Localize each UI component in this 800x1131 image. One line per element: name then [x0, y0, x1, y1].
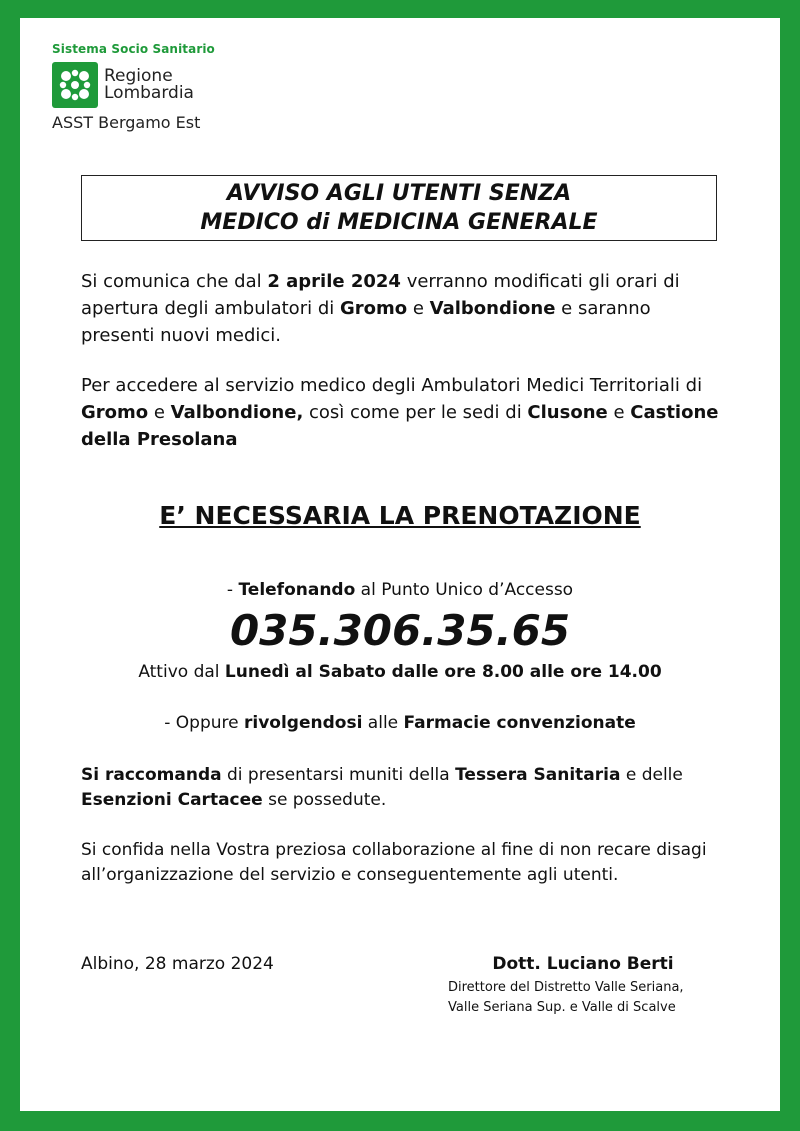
p1-gromo: Gromo — [339, 298, 408, 319]
p2-gromo: Gromo — [81, 402, 149, 423]
farm-prefix: - Oppure — [164, 713, 244, 733]
tel-rest: al Punto Unico d’Accesso — [355, 580, 574, 600]
p2-text-3: così come per le sedi di — [303, 402, 528, 423]
regione-lombardia-rosa-camuna-icon — [52, 62, 98, 108]
p2-valbondione: Valbondione, — [170, 402, 304, 423]
p3-text-2: e delle — [620, 765, 683, 785]
p3-esenzioni: Esenzioni Cartacee — [81, 790, 263, 810]
p1-text-4: e saranno presenti nuovi medici. — [81, 298, 651, 346]
p2-text-2: e — [148, 402, 171, 423]
p2-castione: Castione della Presolana — [81, 402, 719, 450]
p1-text-2: verranno modificati gli orari di apertura degli ambulatori di — [81, 271, 680, 319]
tel-bold: Telefonando — [238, 580, 356, 600]
p1-valbondione: Valbondione — [429, 298, 556, 319]
p3-text-3: se possedute. — [262, 790, 387, 810]
paragraph-recommendation — [81, 763, 721, 813]
p1-date: 2 aprile 2024 — [267, 271, 401, 292]
p2-text-1: Per accedere al servizio medico degli Ambulatori Medici Territoriali di — [81, 375, 703, 396]
p3-text-1: di presentarsi muniti della — [221, 765, 456, 785]
paragraph-access — [81, 372, 721, 453]
p2-text-4: e — [607, 402, 631, 423]
farm-mid: alle — [362, 713, 404, 733]
p1-text-3: e — [407, 298, 430, 319]
p3-tessera: Tessera Sanitaria — [455, 765, 621, 785]
hours-prefix: Attivo dal — [138, 662, 225, 682]
place-date: Albino, 28 marzo 2024 — [81, 954, 274, 974]
signer-role-line-1: Direttore del Distretto Valle Seriana, — [448, 980, 684, 995]
signer-name: Dott. Luciano Berti — [492, 954, 674, 974]
logo-region-line1: Regione — [104, 66, 173, 86]
p2-clusone: Clusone — [527, 402, 608, 423]
p1-text-1: Si comunica che dal — [81, 271, 268, 292]
logo-system-label: Sistema Socio Sanitario — [52, 42, 215, 56]
title-line-1: AVVISO AGLI UTENTI SENZA — [226, 181, 572, 206]
signature-block — [448, 954, 718, 1018]
paragraph-collaboration: Si confida nella Vostra preziosa collaborazione al fine di non recare disagi all’organizzazione del servizio e conseguentemente agli utenti. — [81, 840, 707, 885]
notice-title — [81, 175, 717, 241]
asst-logo — [52, 42, 215, 132]
tel-prefix: - — [226, 580, 239, 600]
logo-asst-label: ASST Bergamo Est — [52, 113, 201, 132]
p3-bold-1: Si raccomanda — [81, 765, 222, 785]
logo-region-line2: Lombardia — [104, 83, 194, 103]
phone-booking-line — [20, 580, 780, 600]
farm-bold-1: rivolgendosi — [244, 713, 363, 733]
signer-role-line-2: Valle Seriana Sup. e Valle di Scalve — [448, 1000, 676, 1015]
pharmacy-option — [20, 713, 780, 733]
opening-hours — [20, 662, 780, 682]
paragraph-schedule-change — [81, 268, 721, 349]
farm-bold-2: Farmacie convenzionate — [403, 713, 636, 733]
booking-required-heading: E’ NECESSARIA LA PRENOTAZIONE — [159, 501, 641, 530]
hours-bold: Lunedì al Sabato dalle ore 8.00 alle ore 14.00 — [224, 662, 662, 682]
phone-number: 035.306.35.65 — [229, 606, 571, 655]
title-line-2: MEDICO di MEDICINA GENERALE — [200, 210, 598, 235]
